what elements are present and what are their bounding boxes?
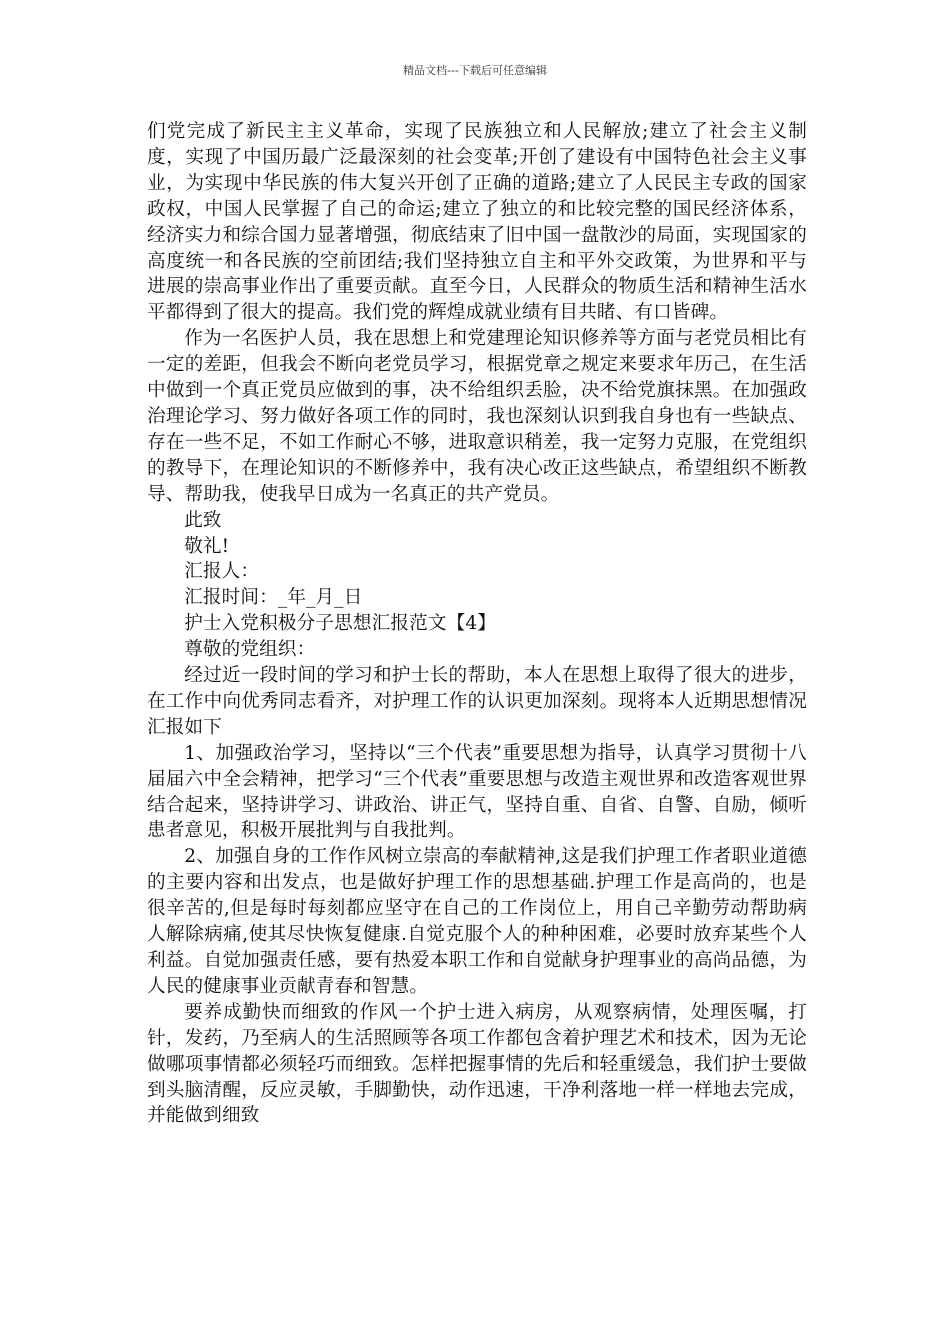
paragraph: 经过近一段时间的学习和护士长的帮助，本人在思想上取得了很大的进步，在工作中向优秀同志看齐，对护理工作的认识更加深刻。现将本人近期思想情况汇报如下 <box>147 665 807 738</box>
greeting-line: 尊敬的党组织： <box>184 639 316 661</box>
page-header: 精品文档---下载后可任意编辑 <box>403 64 547 77</box>
paragraph: 们党完成了新民主主义革命，实现了民族独立和人民解放;建立了社会主义制度，实现了中国历最广泛最深刻的社会变革;开创了建设有中国特色社会主义事业，为实现中华民族的伟大复兴开创了正确的道路;建立了人民民主专政的国家政权，中国人民掌握了自己的命运;建立了独立的和比较完整的国民经济体系，经济实力和综合国力显著增强，彻底结束了旧中国一盘散沙的局面，实现国家的高度统一和各民族的空前团结;我们坚持独立自主和平外交政策，为世界和平与进展的崇高事业作出了重要贡献。直至今日，人民群众的物质生活和精神生活水平都得到了很大的提高。我们党的辉煌成就业绩有目共睹、有口皆碑。 <box>147 121 807 324</box>
section-title: 护士入党积极分子思想汇报范文【4】 <box>184 613 497 635</box>
document-body <box>147 119 807 1129</box>
paragraph: 作为一名医护人员，我在思想上和党建理论知识修养等方面与老党员相比有一定的差距，但我会不断向老党员学习，根据党章之规定来要求年历己，在生活中做到一个真正党员应做到的事，决不给组织丢脸，决不给党旗抹黑。在加强政治理论学习、努力做好各项工作的同时，我也深刻认识到我自身也有一些缺点、存在一些不足，不如工作耐心不够，进取意识稍差，我一定努力克服，在党组织的教导下，在理论知识的不断修养中，我有决心改正这些缺点，希望组织不断教导、帮助我，使我早日成为一名真正的共产党员。 <box>147 328 807 505</box>
closing-line: 此致 <box>184 509 222 531</box>
paragraph: 2、加强自身的工作作风树立崇高的奉献精神,这是我们护理工作者职业道德的主要内容和出发点，也是做好护理工作的思想基础.护理工作是高尚的，也是很辛苦的,但是每时每刻都应坚守在自己的工作岗位上，用自己辛勤劳动帮助病人解除病痛,使其尽快恢复健康.自觉克服个人的种种困难，必要时放弃某些个人利益。自觉加强责任感，要有热爱本职工作和自觉献身护理事业的高尚品德，为人民的健康事业贡献青春和智慧。 <box>147 846 807 997</box>
paragraph: 要养成勤快而细致的作风一个护士进入病房，从观察病情，处理医嘱，打针，发药，乃至病人的生活照顾等各项工作都包含着护理艺术和技术，因为无论做哪项事情都必须轻巧而细致。怎样把握事情的先后和轻重缓急，我们护士要做到头脑清醒，反应灵敏，手脚勤快，动作迅速，干净利落地一样一样地去完成，并能做到细致 <box>147 1001 807 1127</box>
report-date-line: 汇报时间：_年_月_日 <box>184 587 363 609</box>
paragraph: 1、加强政治学习，坚持以“三个代表”重要思想为指导，认真学习贯彻十八届届六中全会精神，把学习“三个代表”重要思想与改造主观世界和改造客观世界结合起来，坚持讲学习、讲政治、讲正气，坚持自重、自省、自警、自励，倾听患者意见，积极开展批判与自我批判。 <box>147 742 807 842</box>
salutation-line: 敬礼! <box>184 535 230 557</box>
reporter-line: 汇报人： <box>184 561 260 583</box>
